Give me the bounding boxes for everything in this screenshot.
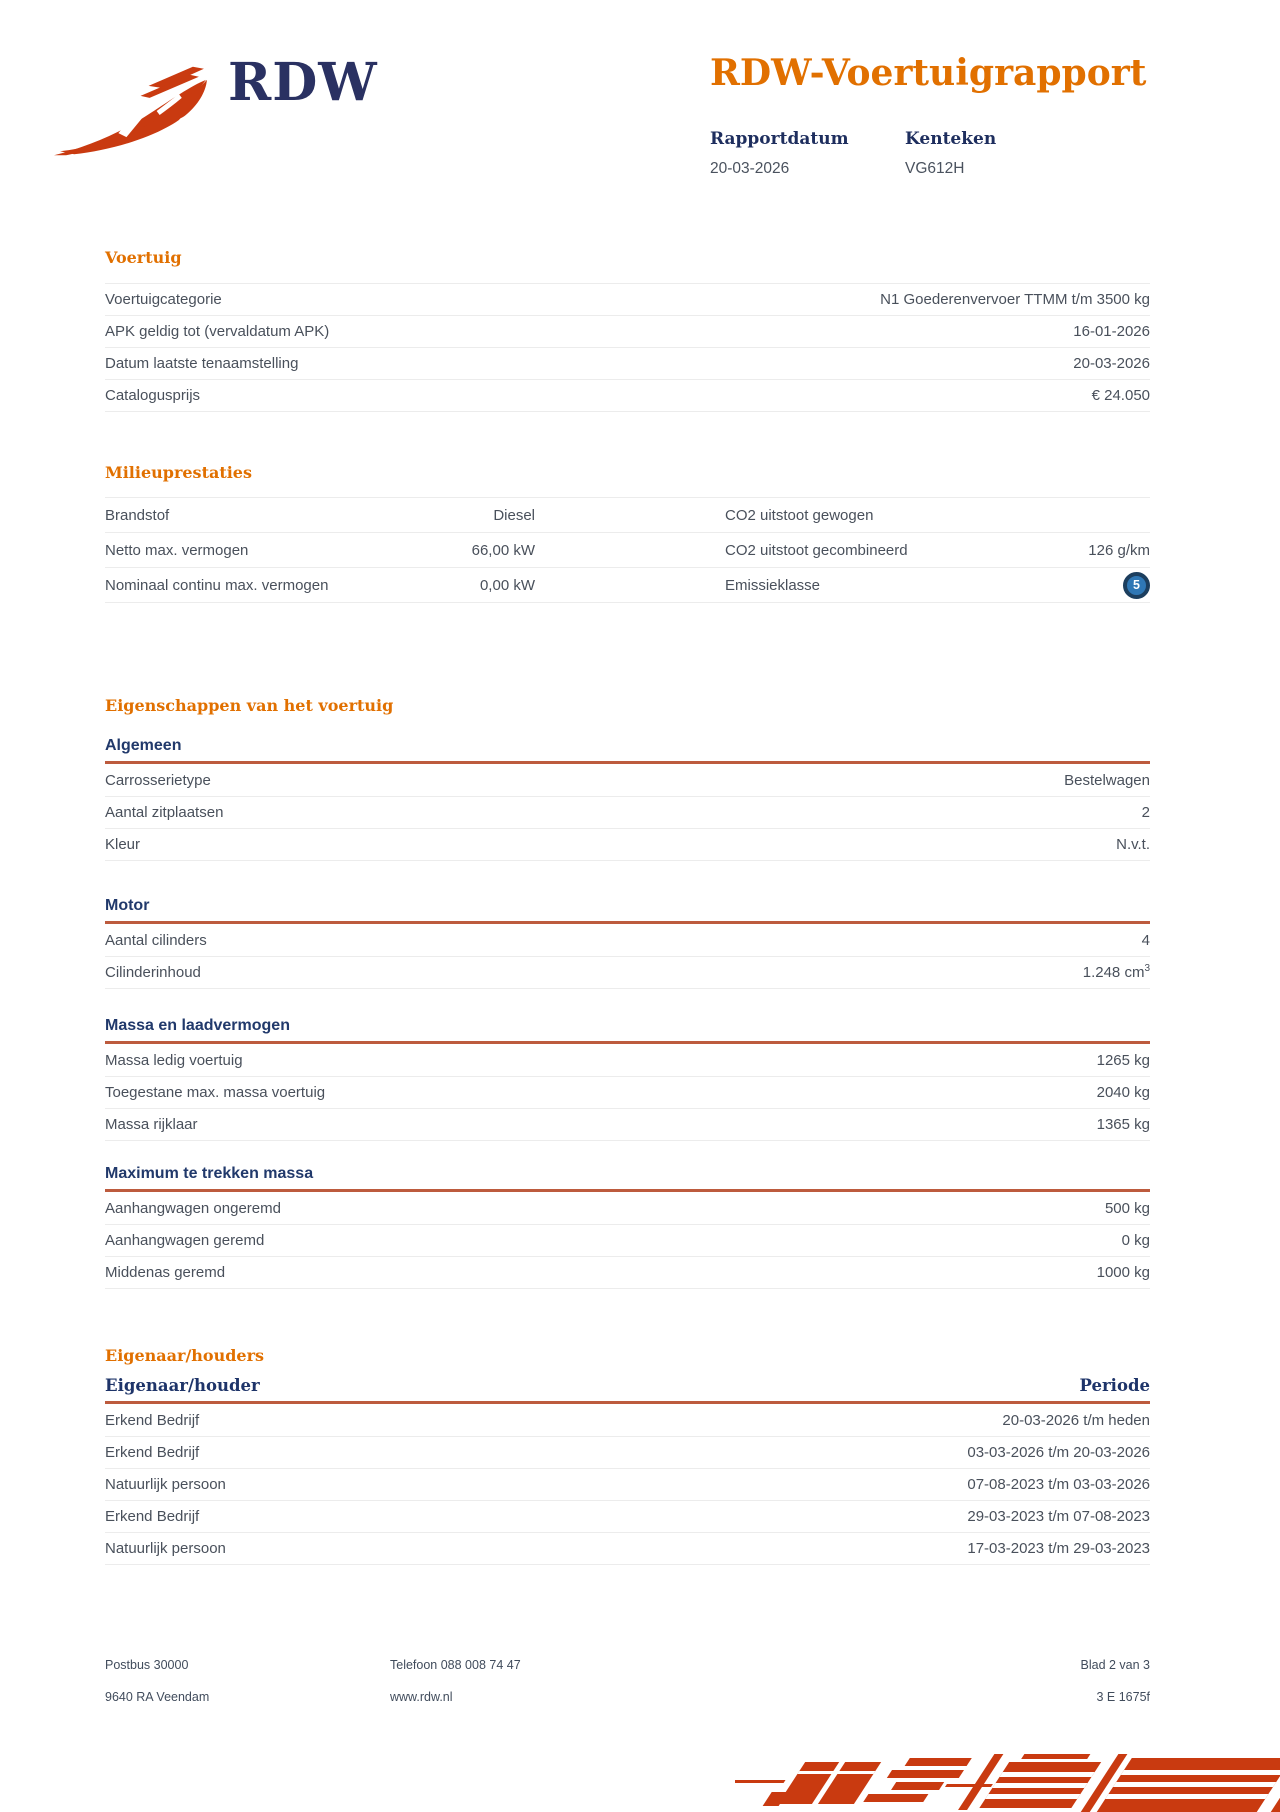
- owner-period: 29-03-2023 t/m 07-08-2023: [967, 1507, 1150, 1525]
- owner-type: Natuurlijk persoon: [105, 1475, 226, 1493]
- row-value: 1265 kg: [1096, 1051, 1150, 1069]
- table-row: [105, 283, 1150, 315]
- footer-doc-code: 3 E 1675f: [1096, 1690, 1150, 1704]
- row-label: Massa rijklaar: [105, 1115, 198, 1133]
- table-row: [105, 497, 1150, 532]
- owner-type: Erkend Bedrijf: [105, 1443, 200, 1461]
- table-row: [105, 347, 1150, 379]
- subsection-algemeen: [105, 736, 1150, 861]
- owner-type: Erkend Bedrijf: [105, 1507, 200, 1525]
- table-row: [105, 1405, 1150, 1436]
- row-value: Bestelwagen: [1064, 771, 1150, 789]
- table-row: [105, 796, 1150, 828]
- row-value: 2040 kg: [1096, 1083, 1150, 1101]
- row-label: APK geldig tot (vervaldatum APK): [105, 323, 330, 340]
- section-title-eigenaar: Eigenaar/houders: [105, 1346, 265, 1365]
- license-plate-label: Kenteken: [905, 129, 997, 149]
- subsection-title-massa: Massa en laadvermogen: [105, 1017, 290, 1034]
- report-date-block: [710, 128, 905, 178]
- table-row: [105, 379, 1150, 411]
- owner-table-header: [105, 1376, 1150, 1396]
- table-row: [105, 1193, 1150, 1224]
- row-label: Netto max. vermogen: [105, 541, 249, 559]
- voertuig-table: [105, 283, 1150, 412]
- owner-type: Natuurlijk persoon: [105, 1539, 226, 1557]
- table-row: [105, 828, 1150, 860]
- row-label: Massa ledig voertuig: [105, 1051, 243, 1069]
- rdw-logo-icon: [52, 58, 218, 160]
- row-label: Carrosserietype: [105, 771, 211, 789]
- row-label: Brandstof: [105, 506, 170, 524]
- table-row: [105, 1224, 1150, 1256]
- subsection-trekken: [105, 1164, 1150, 1289]
- subsection-title-algemeen: Algemeen: [105, 737, 182, 754]
- row-label: Toegestane max. massa voertuig: [105, 1083, 326, 1101]
- footer-page-number: Blad 2 van 3: [1080, 1658, 1150, 1672]
- subsection-motor: [105, 896, 1150, 989]
- column-header-period: Periode: [1079, 1376, 1150, 1395]
- report-meta: [710, 128, 996, 178]
- section-eigenaar: [105, 1346, 1150, 1565]
- massa-table: [105, 1045, 1150, 1141]
- row-value: N1 Goederenvervoer TTMM t/m 3500 kg: [880, 291, 1150, 308]
- row-value: 20-03-2026: [1073, 355, 1150, 372]
- row-value: 16-01-2026: [1073, 323, 1150, 340]
- section-title-voertuig: Voertuig: [105, 248, 182, 267]
- section-milieuprestaties: [105, 463, 1150, 603]
- footer-address-line2: 9640 RA Veendam: [105, 1690, 210, 1704]
- row-value: 0,00 kW: [479, 576, 535, 594]
- rdw-logo-text: RDW: [228, 52, 378, 113]
- row-value: 1.248 $cm^3$: [1082, 963, 1150, 981]
- owner-period: 20-03-2026 t/m heden: [1002, 1411, 1150, 1429]
- row-value: 1365 kg: [1096, 1115, 1150, 1133]
- table-row: [105, 1468, 1150, 1500]
- table-row: [105, 1045, 1150, 1076]
- section-rule: [105, 1401, 1150, 1404]
- row-label: Aanhangwagen geremd: [105, 1231, 265, 1249]
- superscript: 3: [1144, 963, 1150, 974]
- row-value: 66,00 kW: [471, 541, 535, 559]
- section-rule: [105, 761, 1150, 764]
- table-row: [105, 925, 1150, 956]
- row-label: Cilinderinhoud: [105, 963, 201, 981]
- row-label: Aantal cilinders: [105, 931, 207, 949]
- footer-address-line1: Postbus 30000: [105, 1658, 189, 1672]
- row-value: 126 g/km: [1088, 541, 1150, 559]
- row-value: € 24.050: [1091, 387, 1150, 404]
- decorative-stripes: [735, 1750, 1280, 1812]
- row-label: Emissieklasse: [725, 576, 821, 594]
- section-rule: [105, 921, 1150, 924]
- owner-table: [105, 1405, 1150, 1565]
- row-label: Aantal zitplaatsen: [105, 803, 224, 821]
- owner-type: Erkend Bedrijf: [105, 1411, 200, 1429]
- trekken-table: [105, 1193, 1150, 1289]
- milieu-table: [105, 497, 1150, 603]
- row-label: Voertuigcategorie: [105, 291, 222, 308]
- subsection-title-trekken: Maximum te trekken massa: [105, 1165, 314, 1182]
- section-rule: [105, 1189, 1150, 1192]
- row-value: 500 kg: [1104, 1199, 1150, 1217]
- row-value: 2: [1141, 803, 1150, 821]
- table-row: [105, 315, 1150, 347]
- row-label: Nominaal continu max. vermogen: [105, 576, 329, 594]
- table-row: [105, 532, 1150, 567]
- column-header-owner: Eigenaar/houder: [105, 1376, 260, 1395]
- page-footer: [105, 1658, 1150, 1728]
- owner-period: 17-03-2023 t/m 29-03-2023: [967, 1539, 1150, 1557]
- table-row: [105, 1256, 1150, 1288]
- section-title-milieuprestaties: Milieuprestaties: [105, 463, 252, 482]
- report-date-value: 20-03-2026: [710, 160, 790, 177]
- table-row: [105, 1500, 1150, 1532]
- table-row: [105, 956, 1150, 988]
- table-row: [105, 567, 1150, 602]
- motor-table: [105, 925, 1150, 989]
- page-title: RDW-Voertuigrapport: [710, 52, 1147, 94]
- report-date-label: Rapportdatum: [710, 129, 849, 149]
- row-label: CO2 uitstoot gewogen: [725, 506, 874, 524]
- row-label: Kleur: [105, 835, 141, 853]
- row-label: Aanhangwagen ongeremd: [105, 1199, 281, 1217]
- table-row: [105, 765, 1150, 796]
- section-title-eigenschappen: Eigenschappen van het voertuig: [105, 696, 394, 715]
- license-plate-block: [905, 128, 996, 178]
- row-label: Catalogusprijs: [105, 387, 201, 404]
- row-label: Datum laatste tenaamstelling: [105, 355, 299, 372]
- row-value: 0 kg: [1121, 1231, 1150, 1249]
- table-row: [105, 1076, 1150, 1108]
- footer-phone: Telefoon 088 008 74 47: [390, 1658, 521, 1672]
- row-label: Middenas geremd: [105, 1263, 226, 1281]
- row-label: CO2 uitstoot gecombineerd: [725, 541, 908, 559]
- section-rule: [105, 1041, 1150, 1044]
- algemeen-table: [105, 765, 1150, 861]
- row-value: N.v.t.: [1116, 835, 1150, 853]
- row-value: 1000 kg: [1096, 1263, 1150, 1281]
- table-row: [105, 1108, 1150, 1140]
- license-plate-value: VG612H: [905, 160, 965, 177]
- table-row: [105, 1532, 1150, 1564]
- row-value: 4: [1141, 931, 1150, 949]
- section-voertuig: [105, 248, 1150, 412]
- owner-period: 07-08-2023 t/m 03-03-2026: [967, 1475, 1150, 1493]
- table-row: [105, 1436, 1150, 1468]
- row-value: Diesel: [493, 506, 535, 524]
- section-eigenschappen: [105, 696, 1150, 716]
- subsection-massa: [105, 1016, 1150, 1141]
- emission-class-badge: 5: [1123, 572, 1150, 599]
- footer-website: www.rdw.nl: [390, 1690, 453, 1704]
- owner-period: 03-03-2026 t/m 20-03-2026: [967, 1443, 1150, 1461]
- subsection-title-motor: Motor: [105, 897, 150, 914]
